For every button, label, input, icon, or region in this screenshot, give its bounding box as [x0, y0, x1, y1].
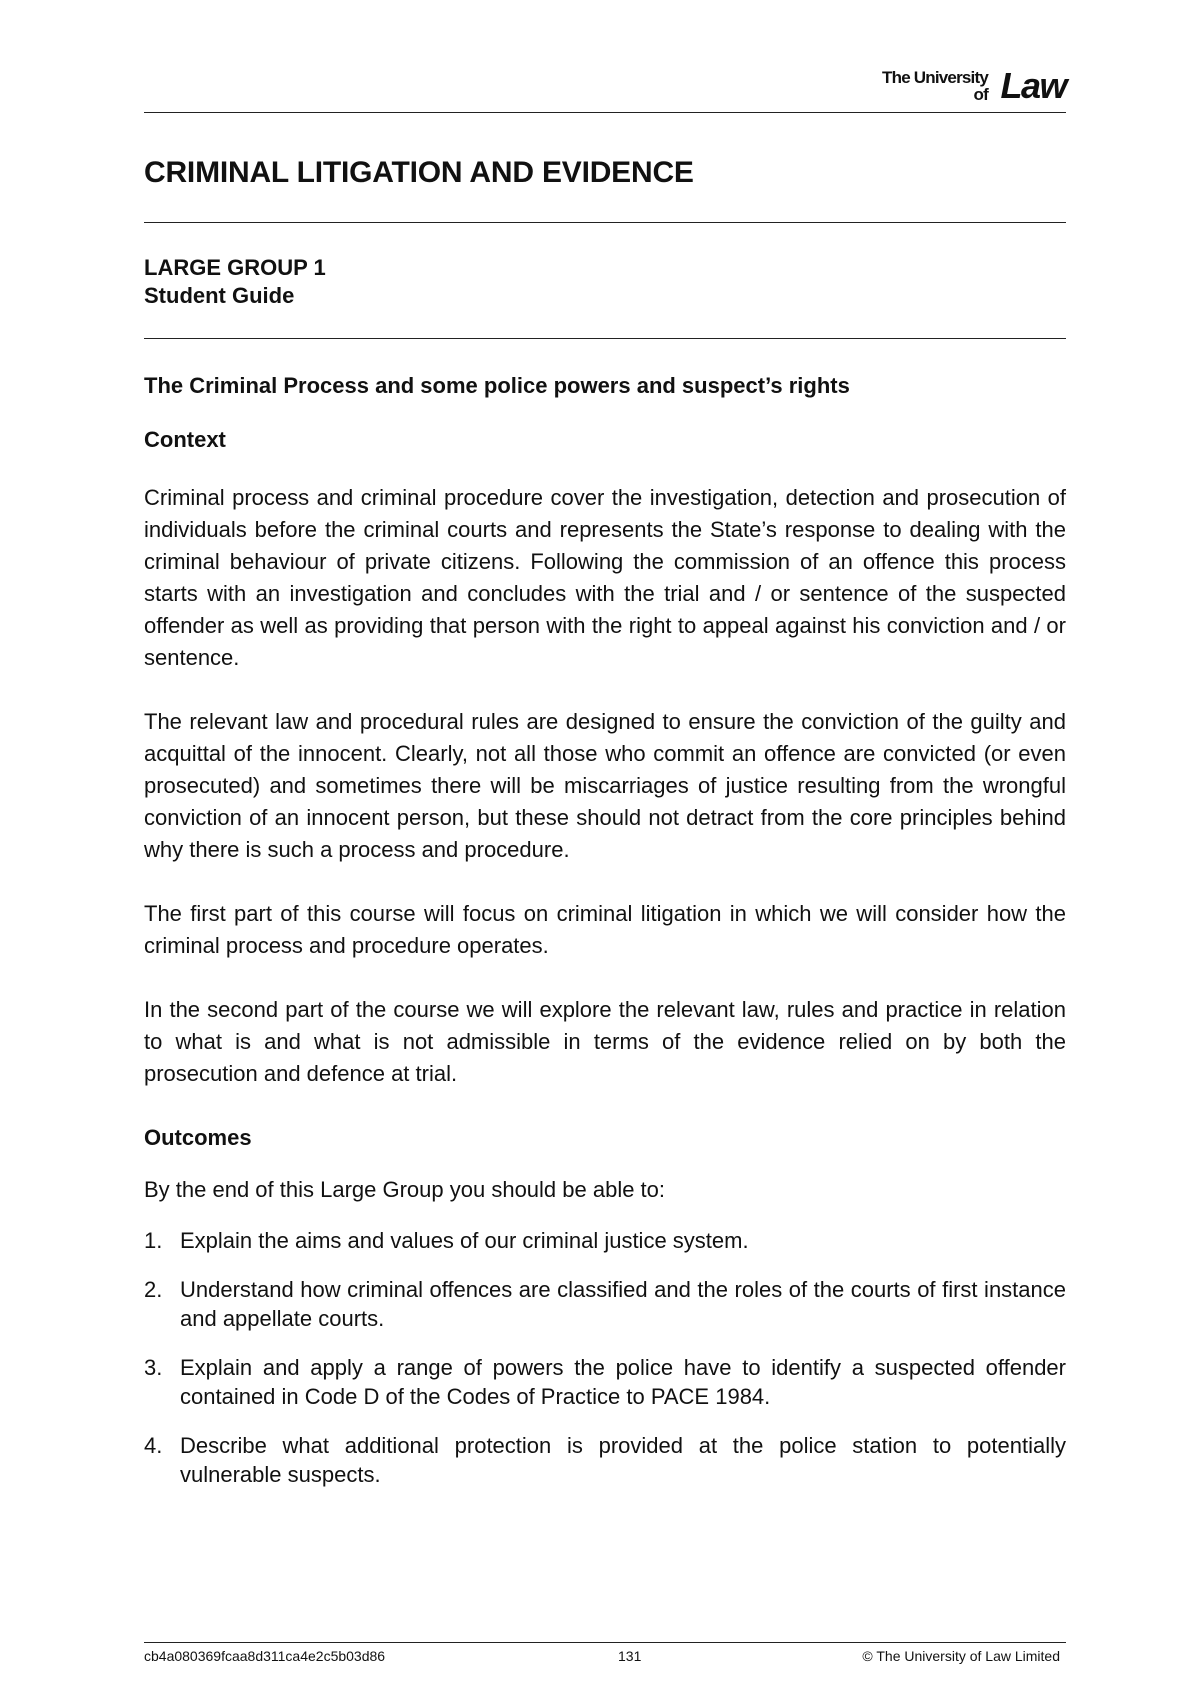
document-code: cb4a080369fcaa8d311ca4e2c5b03d86: [144, 1648, 386, 1664]
outcomes-heading: Outcomes: [144, 1125, 252, 1150]
topic-block: [144, 372, 1066, 454]
page-number: 131: [618, 1648, 642, 1664]
outcome-number: 2.: [144, 1277, 163, 1302]
context-paragraph: The relevant law and procedural rules are designed to ensure the conviction of the guilty and acquittal of the innocent. Clearly, not all those who commit an offence are convicted (or even prosecuted) and sometimes there will be miscarriages of justice resulting from the wrongful conviction of an innocent person, but these should not detract from the core principles behind why there is such a process and procedure.: [144, 709, 1066, 862]
outcome-item: [144, 1431, 1066, 1489]
outcome-number: 3.: [144, 1355, 163, 1380]
context-heading: Context: [144, 427, 226, 452]
logo-line-law: Law: [1000, 65, 1066, 106]
student-guide-label: Student Guide: [144, 283, 295, 308]
outcome-text: Explain and apply a range of powers the police have to identify a suspected offender contained in Code D of the Codes of Practice to PACE 1984.: [180, 1355, 1066, 1409]
document-title: CRIMINAL LITIGATION AND EVIDENCE: [144, 156, 694, 189]
group-divider: [144, 338, 1066, 339]
outcome-item: [144, 1226, 1066, 1255]
outcome-text: Describe what additional protection is provided at the police station to potentially vulnerable suspects.: [180, 1433, 1066, 1487]
outcome-text: Explain the aims and values of our criminal justice system.: [180, 1228, 749, 1253]
copyright-notice: © The University of Law Limited: [862, 1648, 1060, 1664]
context-paragraph: Criminal process and criminal procedure cover the investigation, detection and prosecution of individuals before the criminal courts and represents the State’s response to dealing with the criminal behaviour of private citizens. Following the commission of an offence this process starts with an investigation and concludes with the trial and / or sentence of the suspected offender as well as providing that person with the right to appeal against his conviction and / or sentence.: [144, 485, 1066, 670]
outcome-number: 4.: [144, 1433, 163, 1458]
logo-line-of: of: [973, 85, 988, 104]
topic-heading: The Criminal Process and some police powers and suspect’s rights: [144, 373, 850, 398]
logo-line-university: The University: [882, 68, 988, 87]
outcome-item: [144, 1353, 1066, 1411]
outcome-text: Understand how criminal offences are classified and the roles of the courts of first instance and appellate courts.: [180, 1277, 1066, 1331]
large-group-label: LARGE GROUP 1: [144, 255, 326, 280]
footer-divider: [144, 1642, 1066, 1643]
main-content: [144, 482, 1066, 1509]
university-logo: [852, 64, 1066, 108]
header-divider: [144, 112, 1066, 113]
title-divider: [144, 222, 1066, 223]
outcome-item: [144, 1275, 1066, 1333]
context-paragraph: In the second part of the course we will explore the relevant law, rules and practice in relation to what is and what is not admissible in terms of the evidence relied on by both the prosecution and defence at trial.: [144, 997, 1066, 1086]
context-paragraph: The first part of this course will focus on criminal litigation in which we will consider how the criminal process and procedure operates.: [144, 901, 1066, 958]
group-label-block: [144, 254, 326, 310]
outcomes-intro: By the end of this Large Group you should be able to:: [144, 1177, 666, 1202]
outcomes-list: [144, 1226, 1066, 1489]
outcome-number: 1.: [144, 1228, 163, 1253]
